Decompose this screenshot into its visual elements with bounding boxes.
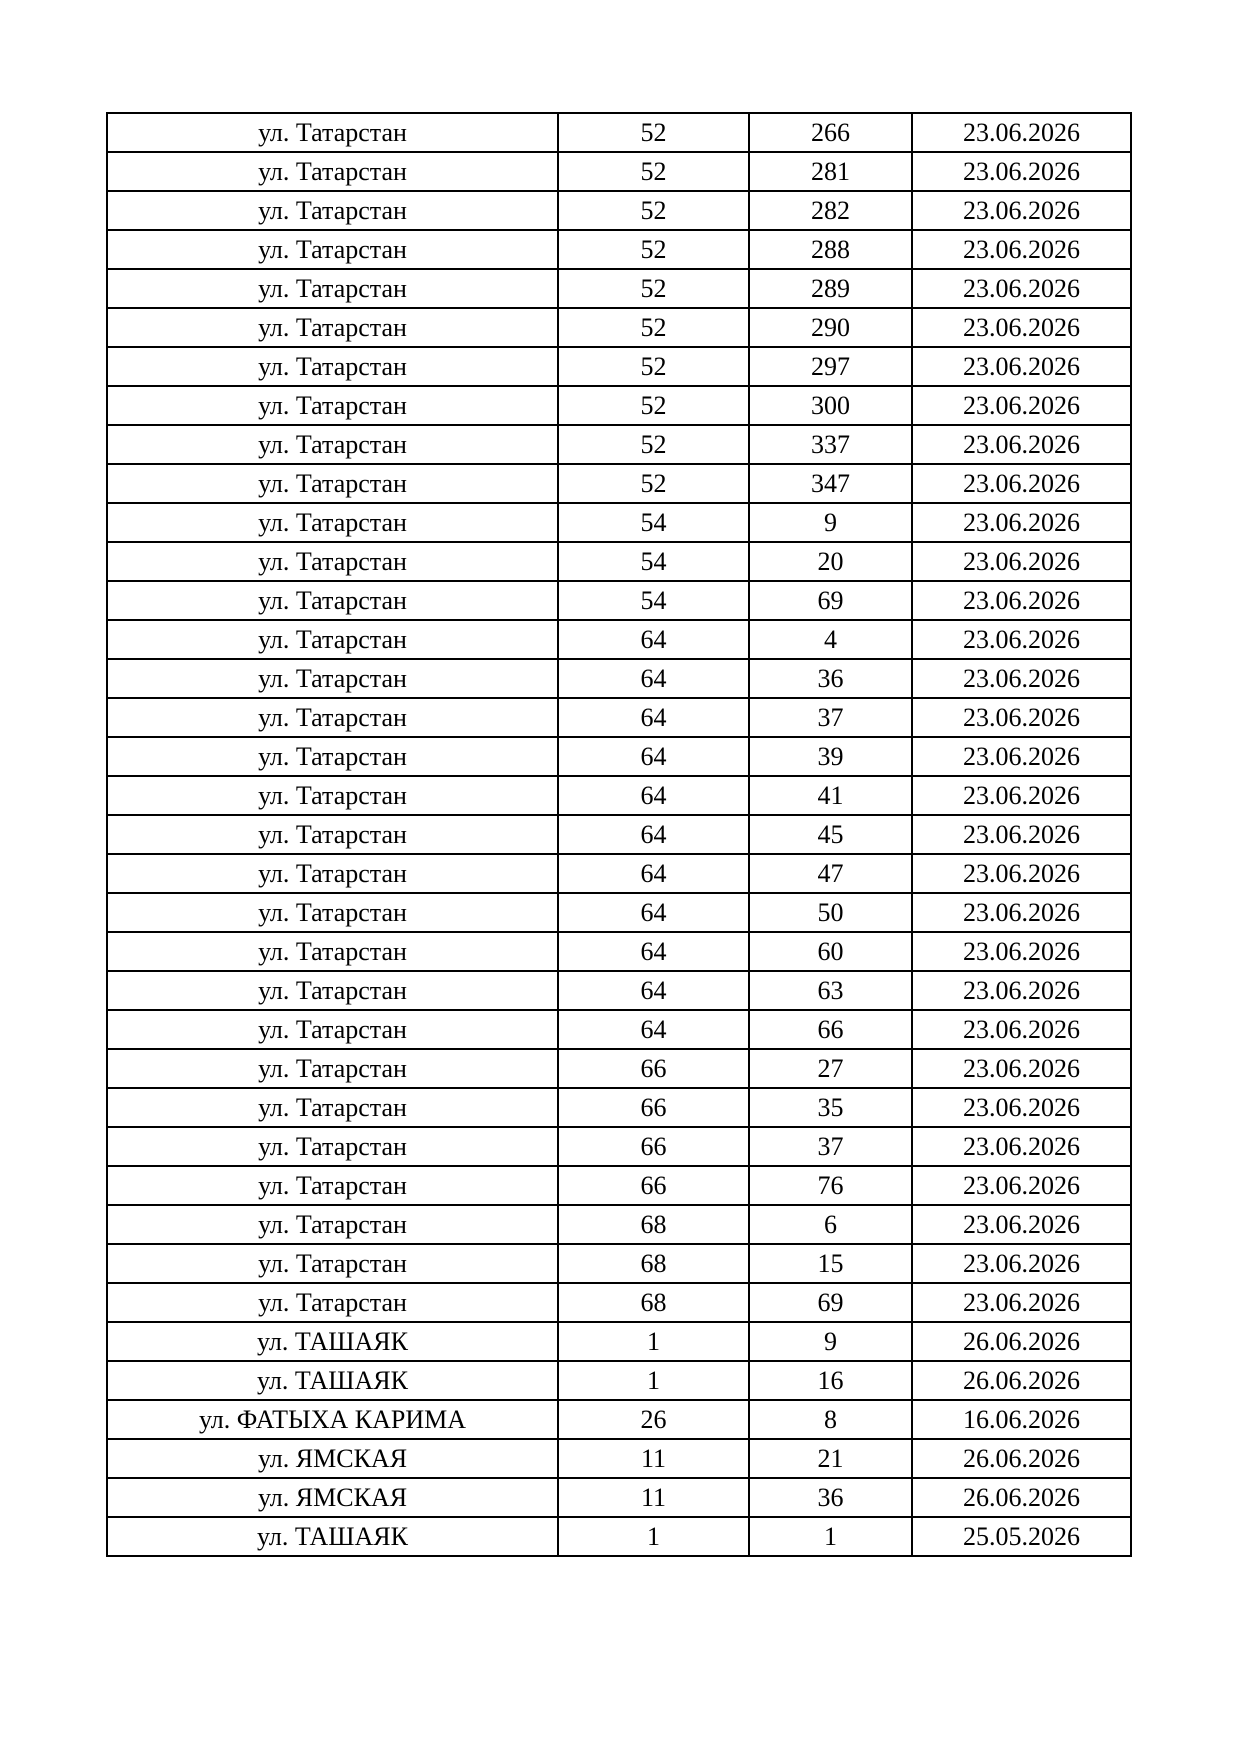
date-cell: 23.06.2026 xyxy=(912,269,1131,308)
house-number-cell: 52 xyxy=(558,425,749,464)
apartment-number-cell: 9 xyxy=(749,503,912,542)
street-cell: ул. ЯМСКАЯ xyxy=(107,1478,558,1517)
street-cell: ул. Татарстан xyxy=(107,581,558,620)
date-cell: 26.06.2026 xyxy=(912,1439,1131,1478)
street-cell: ул. Татарстан xyxy=(107,971,558,1010)
street-cell: ул. Татарстан xyxy=(107,620,558,659)
house-number-cell: 66 xyxy=(558,1088,749,1127)
street-cell: ул. Татарстан xyxy=(107,269,558,308)
apartment-number-cell: 8 xyxy=(749,1400,912,1439)
apartment-number-cell: 39 xyxy=(749,737,912,776)
house-number-cell: 52 xyxy=(558,386,749,425)
table-row xyxy=(107,1127,1131,1166)
date-cell: 23.06.2026 xyxy=(912,1049,1131,1088)
house-number-cell: 64 xyxy=(558,854,749,893)
date-cell: 23.06.2026 xyxy=(912,932,1131,971)
apartment-number-cell: 37 xyxy=(749,698,912,737)
table-row xyxy=(107,581,1131,620)
table-row xyxy=(107,776,1131,815)
house-number-cell: 26 xyxy=(558,1400,749,1439)
apartment-number-cell: 16 xyxy=(749,1361,912,1400)
street-cell: ул. Татарстан xyxy=(107,1049,558,1088)
house-number-cell: 1 xyxy=(558,1361,749,1400)
apartment-number-cell: 300 xyxy=(749,386,912,425)
apartment-number-cell: 297 xyxy=(749,347,912,386)
street-cell: ул. Татарстан xyxy=(107,308,558,347)
date-cell: 26.06.2026 xyxy=(912,1361,1131,1400)
date-cell: 23.06.2026 xyxy=(912,1088,1131,1127)
table-row xyxy=(107,503,1131,542)
date-cell: 23.06.2026 xyxy=(912,659,1131,698)
house-number-cell: 64 xyxy=(558,1010,749,1049)
house-number-cell: 66 xyxy=(558,1049,749,1088)
date-cell: 23.06.2026 xyxy=(912,776,1131,815)
date-cell: 23.06.2026 xyxy=(912,503,1131,542)
date-cell: 25.05.2026 xyxy=(912,1517,1131,1556)
house-number-cell: 54 xyxy=(558,503,749,542)
street-cell: ул. Татарстан xyxy=(107,893,558,932)
table-row xyxy=(107,386,1131,425)
apartment-number-cell: 288 xyxy=(749,230,912,269)
apartment-number-cell: 9 xyxy=(749,1322,912,1361)
house-number-cell: 52 xyxy=(558,152,749,191)
table-row xyxy=(107,1166,1131,1205)
table-row xyxy=(107,269,1131,308)
apartment-number-cell: 20 xyxy=(749,542,912,581)
table-row xyxy=(107,1478,1131,1517)
table-row xyxy=(107,191,1131,230)
street-cell: ул. Татарстан xyxy=(107,698,558,737)
table-row xyxy=(107,308,1131,347)
house-number-cell: 64 xyxy=(558,776,749,815)
date-cell: 23.06.2026 xyxy=(912,1010,1131,1049)
house-number-cell: 54 xyxy=(558,542,749,581)
street-cell: ул. ЯМСКАЯ xyxy=(107,1439,558,1478)
date-cell: 23.06.2026 xyxy=(912,1283,1131,1322)
date-cell: 23.06.2026 xyxy=(912,1127,1131,1166)
house-number-cell: 66 xyxy=(558,1166,749,1205)
apartment-number-cell: 6 xyxy=(749,1205,912,1244)
house-number-cell: 64 xyxy=(558,932,749,971)
street-cell: ул. Татарстан xyxy=(107,854,558,893)
date-cell: 23.06.2026 xyxy=(912,152,1131,191)
table-row xyxy=(107,932,1131,971)
date-cell: 23.06.2026 xyxy=(912,854,1131,893)
apartment-number-cell: 69 xyxy=(749,1283,912,1322)
street-cell: ул. Татарстан xyxy=(107,113,558,152)
table-row xyxy=(107,737,1131,776)
street-cell: ул. ТАШАЯК xyxy=(107,1517,558,1556)
table-row xyxy=(107,1439,1131,1478)
street-cell: ул. Татарстан xyxy=(107,737,558,776)
table-row xyxy=(107,464,1131,503)
apartment-number-cell: 76 xyxy=(749,1166,912,1205)
apartment-number-cell: 50 xyxy=(749,893,912,932)
house-number-cell: 68 xyxy=(558,1205,749,1244)
table-row xyxy=(107,542,1131,581)
apartment-number-cell: 290 xyxy=(749,308,912,347)
apartment-number-cell: 45 xyxy=(749,815,912,854)
date-cell: 23.06.2026 xyxy=(912,113,1131,152)
table-row xyxy=(107,698,1131,737)
date-cell: 23.06.2026 xyxy=(912,581,1131,620)
table-row xyxy=(107,620,1131,659)
house-number-cell: 64 xyxy=(558,698,749,737)
house-number-cell: 52 xyxy=(558,308,749,347)
house-number-cell: 64 xyxy=(558,620,749,659)
table-row xyxy=(107,815,1131,854)
apartment-number-cell: 37 xyxy=(749,1127,912,1166)
house-number-cell: 52 xyxy=(558,230,749,269)
street-cell: ул. Татарстан xyxy=(107,659,558,698)
date-cell: 23.06.2026 xyxy=(912,815,1131,854)
street-cell: ул. Татарстан xyxy=(107,1166,558,1205)
street-cell: ул. ТАШАЯК xyxy=(107,1361,558,1400)
table-row xyxy=(107,854,1131,893)
apartment-number-cell: 337 xyxy=(749,425,912,464)
apartment-number-cell: 36 xyxy=(749,1478,912,1517)
apartment-number-cell: 4 xyxy=(749,620,912,659)
apartment-number-cell: 289 xyxy=(749,269,912,308)
street-cell: ул. Татарстан xyxy=(107,152,558,191)
date-cell: 23.06.2026 xyxy=(912,971,1131,1010)
table-row xyxy=(107,1322,1131,1361)
street-cell: ул. Татарстан xyxy=(107,386,558,425)
street-cell: ул. Татарстан xyxy=(107,1205,558,1244)
apartment-number-cell: 21 xyxy=(749,1439,912,1478)
schedule-table-body xyxy=(107,113,1131,1556)
table-row xyxy=(107,1517,1131,1556)
date-cell: 23.06.2026 xyxy=(912,1205,1131,1244)
table-row xyxy=(107,1283,1131,1322)
house-number-cell: 1 xyxy=(558,1517,749,1556)
table-row xyxy=(107,1205,1131,1244)
apartment-number-cell: 69 xyxy=(749,581,912,620)
date-cell: 23.06.2026 xyxy=(912,698,1131,737)
street-cell: ул. Татарстан xyxy=(107,1088,558,1127)
street-cell: ул. Татарстан xyxy=(107,815,558,854)
street-cell: ул. Татарстан xyxy=(107,1283,558,1322)
date-cell: 23.06.2026 xyxy=(912,347,1131,386)
apartment-number-cell: 63 xyxy=(749,971,912,1010)
date-cell: 23.06.2026 xyxy=(912,230,1131,269)
apartment-number-cell: 35 xyxy=(749,1088,912,1127)
house-number-cell: 1 xyxy=(558,1322,749,1361)
apartment-number-cell: 27 xyxy=(749,1049,912,1088)
street-cell: ул. Татарстан xyxy=(107,1244,558,1283)
apartment-number-cell: 66 xyxy=(749,1010,912,1049)
house-number-cell: 54 xyxy=(558,581,749,620)
house-number-cell: 52 xyxy=(558,347,749,386)
table-row xyxy=(107,659,1131,698)
house-number-cell: 68 xyxy=(558,1283,749,1322)
date-cell: 23.06.2026 xyxy=(912,464,1131,503)
date-cell: 23.06.2026 xyxy=(912,620,1131,659)
date-cell: 23.06.2026 xyxy=(912,425,1131,464)
street-cell: ул. Татарстан xyxy=(107,347,558,386)
house-number-cell: 64 xyxy=(558,737,749,776)
house-number-cell: 11 xyxy=(558,1478,749,1517)
date-cell: 16.06.2026 xyxy=(912,1400,1131,1439)
date-cell: 23.06.2026 xyxy=(912,893,1131,932)
apartment-number-cell: 36 xyxy=(749,659,912,698)
street-cell: ул. Татарстан xyxy=(107,503,558,542)
schedule-table xyxy=(106,112,1132,1557)
house-number-cell: 66 xyxy=(558,1127,749,1166)
apartment-number-cell: 282 xyxy=(749,191,912,230)
apartment-number-cell: 266 xyxy=(749,113,912,152)
apartment-number-cell: 47 xyxy=(749,854,912,893)
table-row xyxy=(107,425,1131,464)
table-row xyxy=(107,1400,1131,1439)
date-cell: 23.06.2026 xyxy=(912,386,1131,425)
apartment-number-cell: 281 xyxy=(749,152,912,191)
apartment-number-cell: 41 xyxy=(749,776,912,815)
street-cell: ул. Татарстан xyxy=(107,1010,558,1049)
house-number-cell: 11 xyxy=(558,1439,749,1478)
apartment-number-cell: 347 xyxy=(749,464,912,503)
date-cell: 26.06.2026 xyxy=(912,1322,1131,1361)
house-number-cell: 64 xyxy=(558,659,749,698)
house-number-cell: 64 xyxy=(558,893,749,932)
table-row xyxy=(107,152,1131,191)
table-row xyxy=(107,1244,1131,1283)
table-row xyxy=(107,1361,1131,1400)
street-cell: ул. Татарстан xyxy=(107,230,558,269)
street-cell: ул. Татарстан xyxy=(107,776,558,815)
street-cell: ул. Татарстан xyxy=(107,464,558,503)
house-number-cell: 52 xyxy=(558,191,749,230)
street-cell: ул. Татарстан xyxy=(107,425,558,464)
table-row xyxy=(107,347,1131,386)
table-row xyxy=(107,230,1131,269)
house-number-cell: 52 xyxy=(558,113,749,152)
date-cell: 23.06.2026 xyxy=(912,308,1131,347)
table-row xyxy=(107,1088,1131,1127)
date-cell: 23.06.2026 xyxy=(912,191,1131,230)
house-number-cell: 64 xyxy=(558,971,749,1010)
date-cell: 23.06.2026 xyxy=(912,1244,1131,1283)
house-number-cell: 68 xyxy=(558,1244,749,1283)
date-cell: 23.06.2026 xyxy=(912,542,1131,581)
house-number-cell: 52 xyxy=(558,269,749,308)
date-cell: 23.06.2026 xyxy=(912,737,1131,776)
street-cell: ул. ТАШАЯК xyxy=(107,1322,558,1361)
street-cell: ул. Татарстан xyxy=(107,932,558,971)
street-cell: ул. Татарстан xyxy=(107,542,558,581)
apartment-number-cell: 60 xyxy=(749,932,912,971)
street-cell: ул. Татарстан xyxy=(107,191,558,230)
table-row xyxy=(107,893,1131,932)
street-cell: ул. ФАТЫХА КАРИМА xyxy=(107,1400,558,1439)
house-number-cell: 64 xyxy=(558,815,749,854)
table-row xyxy=(107,971,1131,1010)
table-row xyxy=(107,1010,1131,1049)
table-row xyxy=(107,1049,1131,1088)
date-cell: 23.06.2026 xyxy=(912,1166,1131,1205)
house-number-cell: 52 xyxy=(558,464,749,503)
apartment-number-cell: 15 xyxy=(749,1244,912,1283)
apartment-number-cell: 1 xyxy=(749,1517,912,1556)
date-cell: 26.06.2026 xyxy=(912,1478,1131,1517)
street-cell: ул. Татарстан xyxy=(107,1127,558,1166)
table-row xyxy=(107,113,1131,152)
